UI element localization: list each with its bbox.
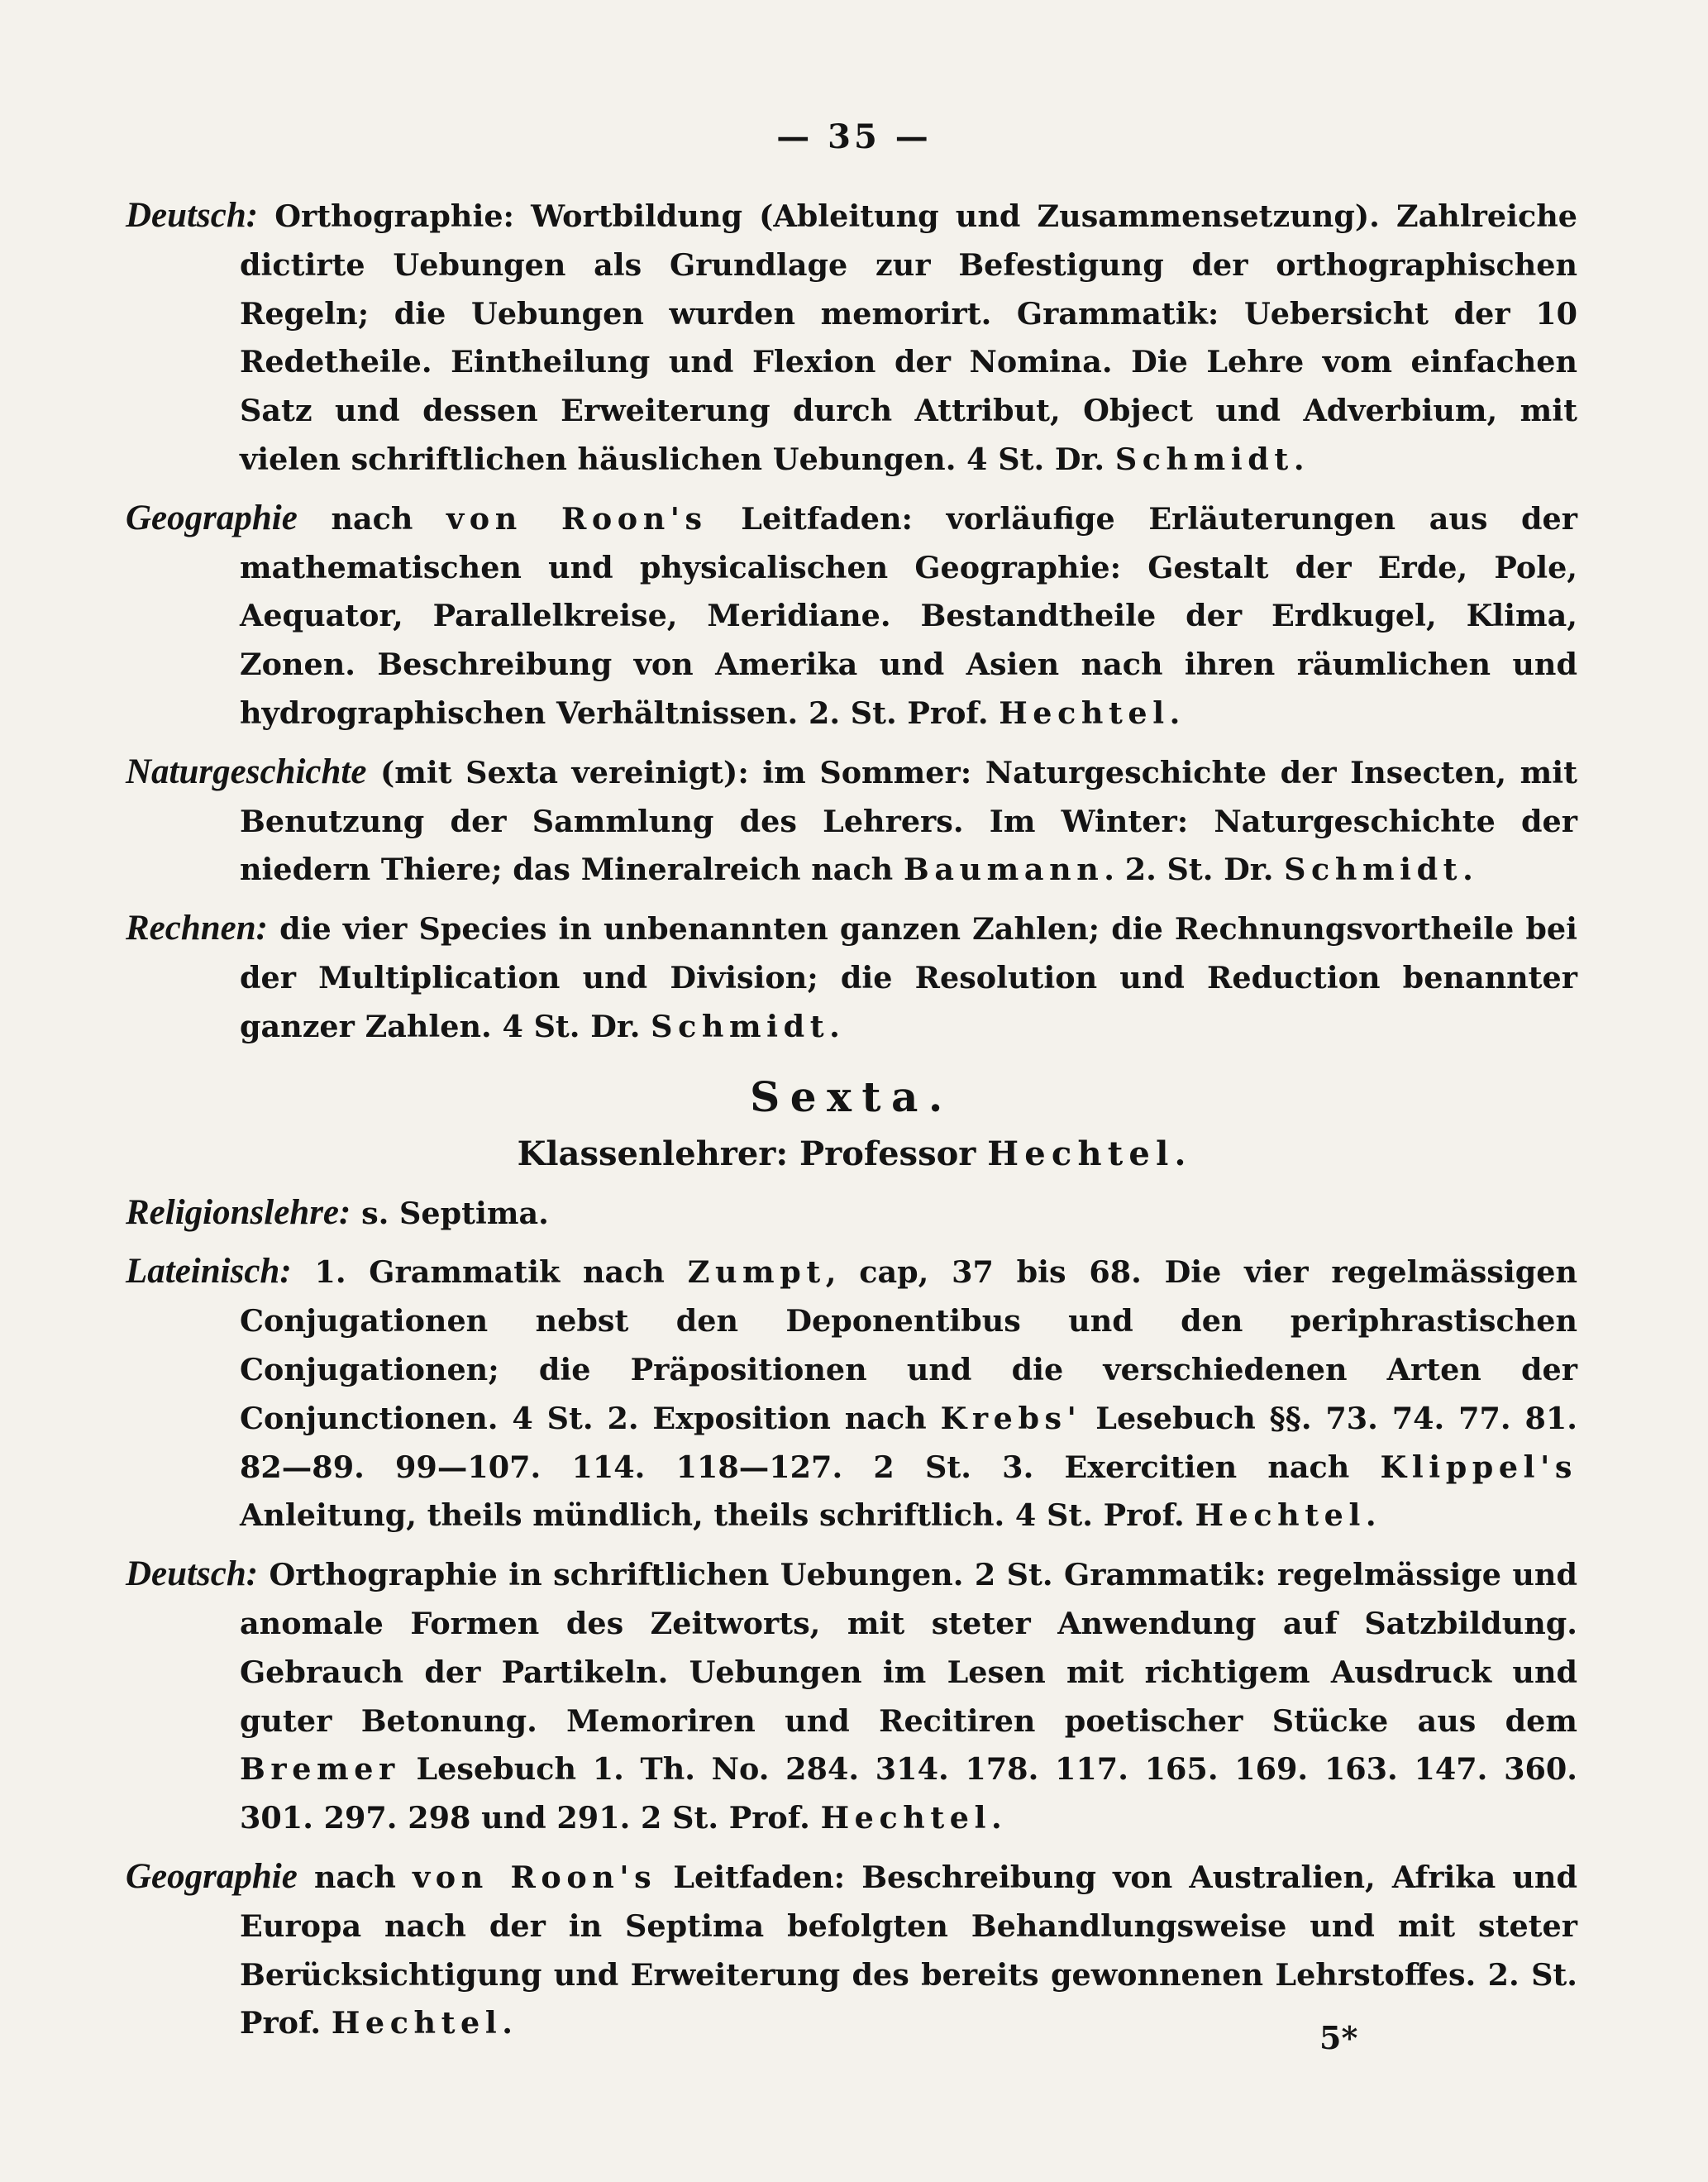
section-teacher-line [126, 1129, 1577, 1179]
spaced-name: Hechtel [1195, 1497, 1366, 1534]
entry-text: Leitfaden: Beschreibung von Australien, Afrika und Europa nach der in Septima befolgten Behandlungsweise und mit steter Berücksichtigung und Erweiterung des bereits gewonnenen Lehrstoffes. 2. St. Prof. [240, 1859, 1577, 2041]
spaced-name: Bremer [240, 1751, 400, 1788]
entry-text: 1. Grammatik nach [314, 1254, 688, 1291]
entries-top [126, 192, 1577, 1052]
entry-text: nach [313, 1859, 413, 1895]
spaced-name: von Roon's [413, 1859, 657, 1895]
subject-heading: Geographie [126, 498, 298, 537]
entries-bottom [126, 1189, 1577, 2049]
subject-heading: Naturgeschichte [126, 752, 367, 791]
spaced-name: Schmidt [651, 1008, 830, 1044]
entry-text: Orthographie in schriftlichen Uebungen. 2 St. Grammatik: regelmässige und anomale Formen des Zeitworts, mit steter Anwendung auf Satzbildung. Gebrauch der Partikeln. Uebungen im Lesen mit richtigem Ausdruck und guter Betonung. Memoriren und Recitiren poetischer Stücke aus dem [240, 1557, 1577, 1739]
signature-mark: 5* [1319, 2019, 1358, 2056]
entry-text: s. Septima. [361, 1195, 549, 1231]
teacher-prefix: Klassenlehrer: Professor [517, 1134, 988, 1173]
entry-text: Leitfaden: vorläufige Erläuterungen aus der mathematischen und physicalischen Geographie: Gestalt der Erde, Pole, Aequator, Parallelkreise, Meridiane. Bestandtheile der Erdkugel, Klima, Zonen. Beschreibung von Amerika und Asien nach ihren räumlichen und hydrographischen Verhältnissen. 2. St. Prof. [240, 500, 1577, 731]
subject-entry [126, 905, 1577, 1051]
entry-text: . [1365, 1497, 1376, 1534]
entry-text: . [1169, 695, 1181, 731]
spaced-name: Baumann [903, 852, 1104, 888]
entry-text: . [1462, 852, 1473, 888]
entry-text: (mit Sexta vereinigt): im Sommer: Naturgeschichte der Insecten, mit Benutzung der Sammlung des Lehrers. Im Winter: Naturgeschichte der niedern Thiere; das Mineralreich nach [240, 754, 1577, 888]
spaced-name: Klippel's [1380, 1449, 1577, 1485]
subject-entry [126, 748, 1577, 895]
teacher-suffix: . [1174, 1134, 1186, 1173]
spaced-name: von Roon's [446, 500, 708, 537]
entry-text: Anleitung, theils mündlich, theils schriftlich. 4 St. Prof. [240, 1497, 1195, 1534]
subject-heading: Religionslehre: [126, 1192, 351, 1232]
spaced-name: Hechtel [331, 2005, 503, 2041]
subject-entry [126, 192, 1577, 485]
spaced-name: Zumpt [687, 1254, 826, 1291]
spaced-name: Schmidt [1114, 441, 1294, 477]
entry-text: Lesebuch 1. Th. No. 284. 314. 178. 117. 165. 169. 163. 147. 360. 301. 297. 298 und 291. 2 St. Prof. [240, 1751, 1577, 1836]
entry-text: . [991, 1800, 1002, 1836]
subject-heading: Deutsch: [126, 1554, 259, 1594]
subject-entry [126, 1550, 1577, 1843]
subject-heading: Lateinisch: [126, 1252, 292, 1292]
entry-text: die vier Species in unbenannten ganzen Zahlen; die Rechnungsvortheile bei der Multiplication und Division; die Resolution und Reduction benannter ganzer Zahlen. 4 St. Dr. [240, 911, 1577, 1044]
teacher-name: Hechtel [987, 1134, 1175, 1173]
page-content [126, 192, 1577, 2058]
entry-text: . [1293, 441, 1305, 477]
spaced-name: Schmidt [1284, 852, 1463, 888]
entry-text: . 2. St. Dr. [1104, 852, 1285, 888]
spaced-name: Krebs' [940, 1400, 1082, 1436]
subject-entry [126, 494, 1577, 738]
spaced-name: Hechtel [820, 1800, 992, 1836]
entry-text: Orthographie: Wortbildung (Ableitung und Zusammensetzung). Zahlreiche dictirte Uebungen als Grundlage zur Befestigung der orthographischen Regeln; die Uebungen wurden memorirt. Grammatik: Uebersicht der 10 Redetheile. Eintheilung und Flexion der Nomina. Die Lehre vom einfachen Satz und dessen Erweiterung durch Attribut, Object und Adverbium, mit vielen schriftlichen häuslichen Uebungen. 4 St. Dr. [240, 198, 1577, 477]
entry-text: . [829, 1008, 840, 1044]
entry-text: , cap, 37 bis 68. Die vier regelmässigen Conjugationen nebst den Deponentibus und den periphrastischen Conjugationen; die Präpositionen und die verschiedenen Arten der Conjunctionen. 4 St. 2. Exposition nach [240, 1254, 1577, 1436]
subject-heading: Rechnen: [126, 909, 268, 948]
subject-entry [126, 1853, 1577, 2048]
section-title: Sexta. [750, 1072, 953, 1121]
page-number: — 35 — [776, 117, 932, 156]
spaced-name: Hechtel [999, 695, 1170, 731]
subject-entry [126, 1248, 1577, 1540]
subject-heading: Deutsch: [126, 196, 259, 235]
entry-text: nach [331, 500, 446, 537]
entry-text: . [502, 2005, 513, 2041]
subject-heading: Geographie [126, 1856, 298, 1896]
entry-text: Lesebuch §§. 73. 74. 77. 81. 82—89. 99—107. 114. 118—127. 2 St. 3. Exercitien nach [240, 1400, 1577, 1485]
subject-entry [126, 1189, 1577, 1239]
